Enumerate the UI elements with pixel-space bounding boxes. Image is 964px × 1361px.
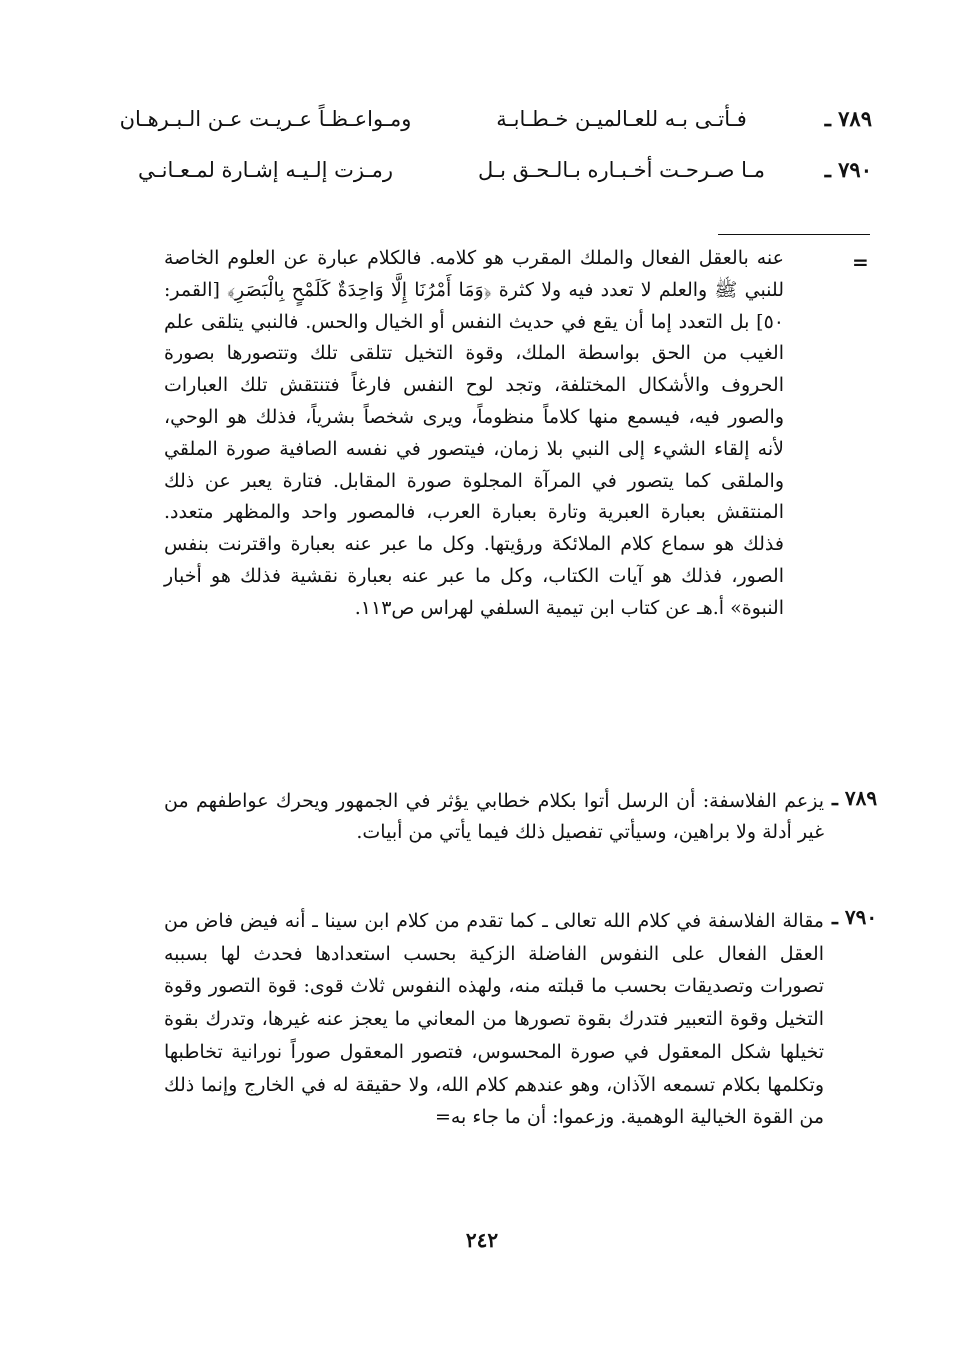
footnote-number-789: ٧٨٩ ـ [832, 786, 878, 810]
verse-789 [82, 106, 872, 156]
verse-first-hemistich: مـا صـرحـت أخـبـاره بـالـحـق بـل [478, 158, 765, 182]
verse-790 [82, 157, 872, 207]
footnote-continuation-marker: = [852, 250, 869, 274]
footnote-divider [718, 234, 870, 235]
verse-second-hemistich: ومـواعـظـاً عـريـت عـن الـبـرهـان [119, 107, 412, 131]
verse-first-hemistich: فـأتـى بـه للعـالميـن خـطـابـة [496, 107, 747, 131]
verse-number: ٧٩٠ ـ [824, 157, 872, 182]
footnote-number-790: ٧٩٠ ـ [832, 905, 878, 929]
footnote-790-text: مقالة الفلاسفة في كلام الله تعالى ـ كما تقدم من كلام ابن سينا ـ أنه فيض فاض من العقل الفعال على النفوس الفاضلة الزكية بحسب استعدادها فحدث لها بسببه تصورات وتصديقات بحسب ما قبلته منه، ولهذه النفوس ثلاث قوى: قوة التصور وقوة التخيل وقوة التعبير فتدرك بقوة تصورها من المعاني ما يعجز عنه غيرها، وتدرك بقوة تخيلها شكل المعقول في صورة المحسوس، فتصور المعقول صوراً نورانية تخاطبها وتكلمها بكلام تسمعه الآذان، وهو عندهم كلام الله، ولا حقيقة له في الخارج وإنما ذلك من القوة الخيالية الوهمية. وزعموا: أن ما جاء به= [164, 910, 824, 1129]
verse-number: ٧٨٩ ـ [824, 106, 872, 131]
footnote-continued-text: عنه بالعقل الفعال والملك المقرب هو كلامه. فالكلام عبارة عن العلوم الخاصة للنبي ﷺ والعلم لا تعدد فيه ولا كثرة ﴿وَمَا أَمْرُنَا إِلَّا وَاحِدَةٌ كَلَمْحٍ بِالْبَصَرِ﴾ [القمر: ٥٠] بل التعدد إما أن يقع في حديث النفس أو الخيال والحس. فالنبي يتلقى علم الغيب من الحق بواسطة الملك، وقوة التخيل تتلقى تلك وتتصورها بصورة الحروف والأشكال المختلفة، وتجد لوح النفس فارغاً فتنتقش تلك العبارات والصور فيه، فيسمع منها كلاماً منظوماً، ويرى شخصاً بشرياً، فذلك هو الوحي، لأنه إلقاء الشيء إلى النبي بلا زمان، فيتصور في نفسه الصافية صورة الملقي والملقى كما يتصور في المرآة المجلوة صورة المقابل. فتارة يعبر عن ذلك المنتقش بعبارة العبرية وتارة بعبارة العرب، فالمصور واحد والمظهر متعدد. فذلك هو سماع كلام الملائكة ورؤيتها. وكل ما عبر عنه بعبارة واقترنت بنفس الصور، فذلك هو آيات الكتاب، وكل ما عبر عنه بعبارة نقشية فذلك هو أخبار النبوة» أ.هـ عن كتاب ابن تيمية السلفي لهراس ص١١٣. [164, 247, 784, 619]
verse-second-hemistich: رمـزت إلـيـه إشـارة لمـعـانـي [137, 158, 394, 182]
footnote-789-text: يزعم الفلاسفة: أن الرسل أتوا بكلام خطابي يؤثر في الجمهور ويحرك عواطفهم من غير أدلة ولا براهين، وسيأتي تفصيل ذلك فيما يأتي من أبيات. [164, 790, 824, 843]
page-number: ٢٤٢ [465, 1228, 499, 1252]
